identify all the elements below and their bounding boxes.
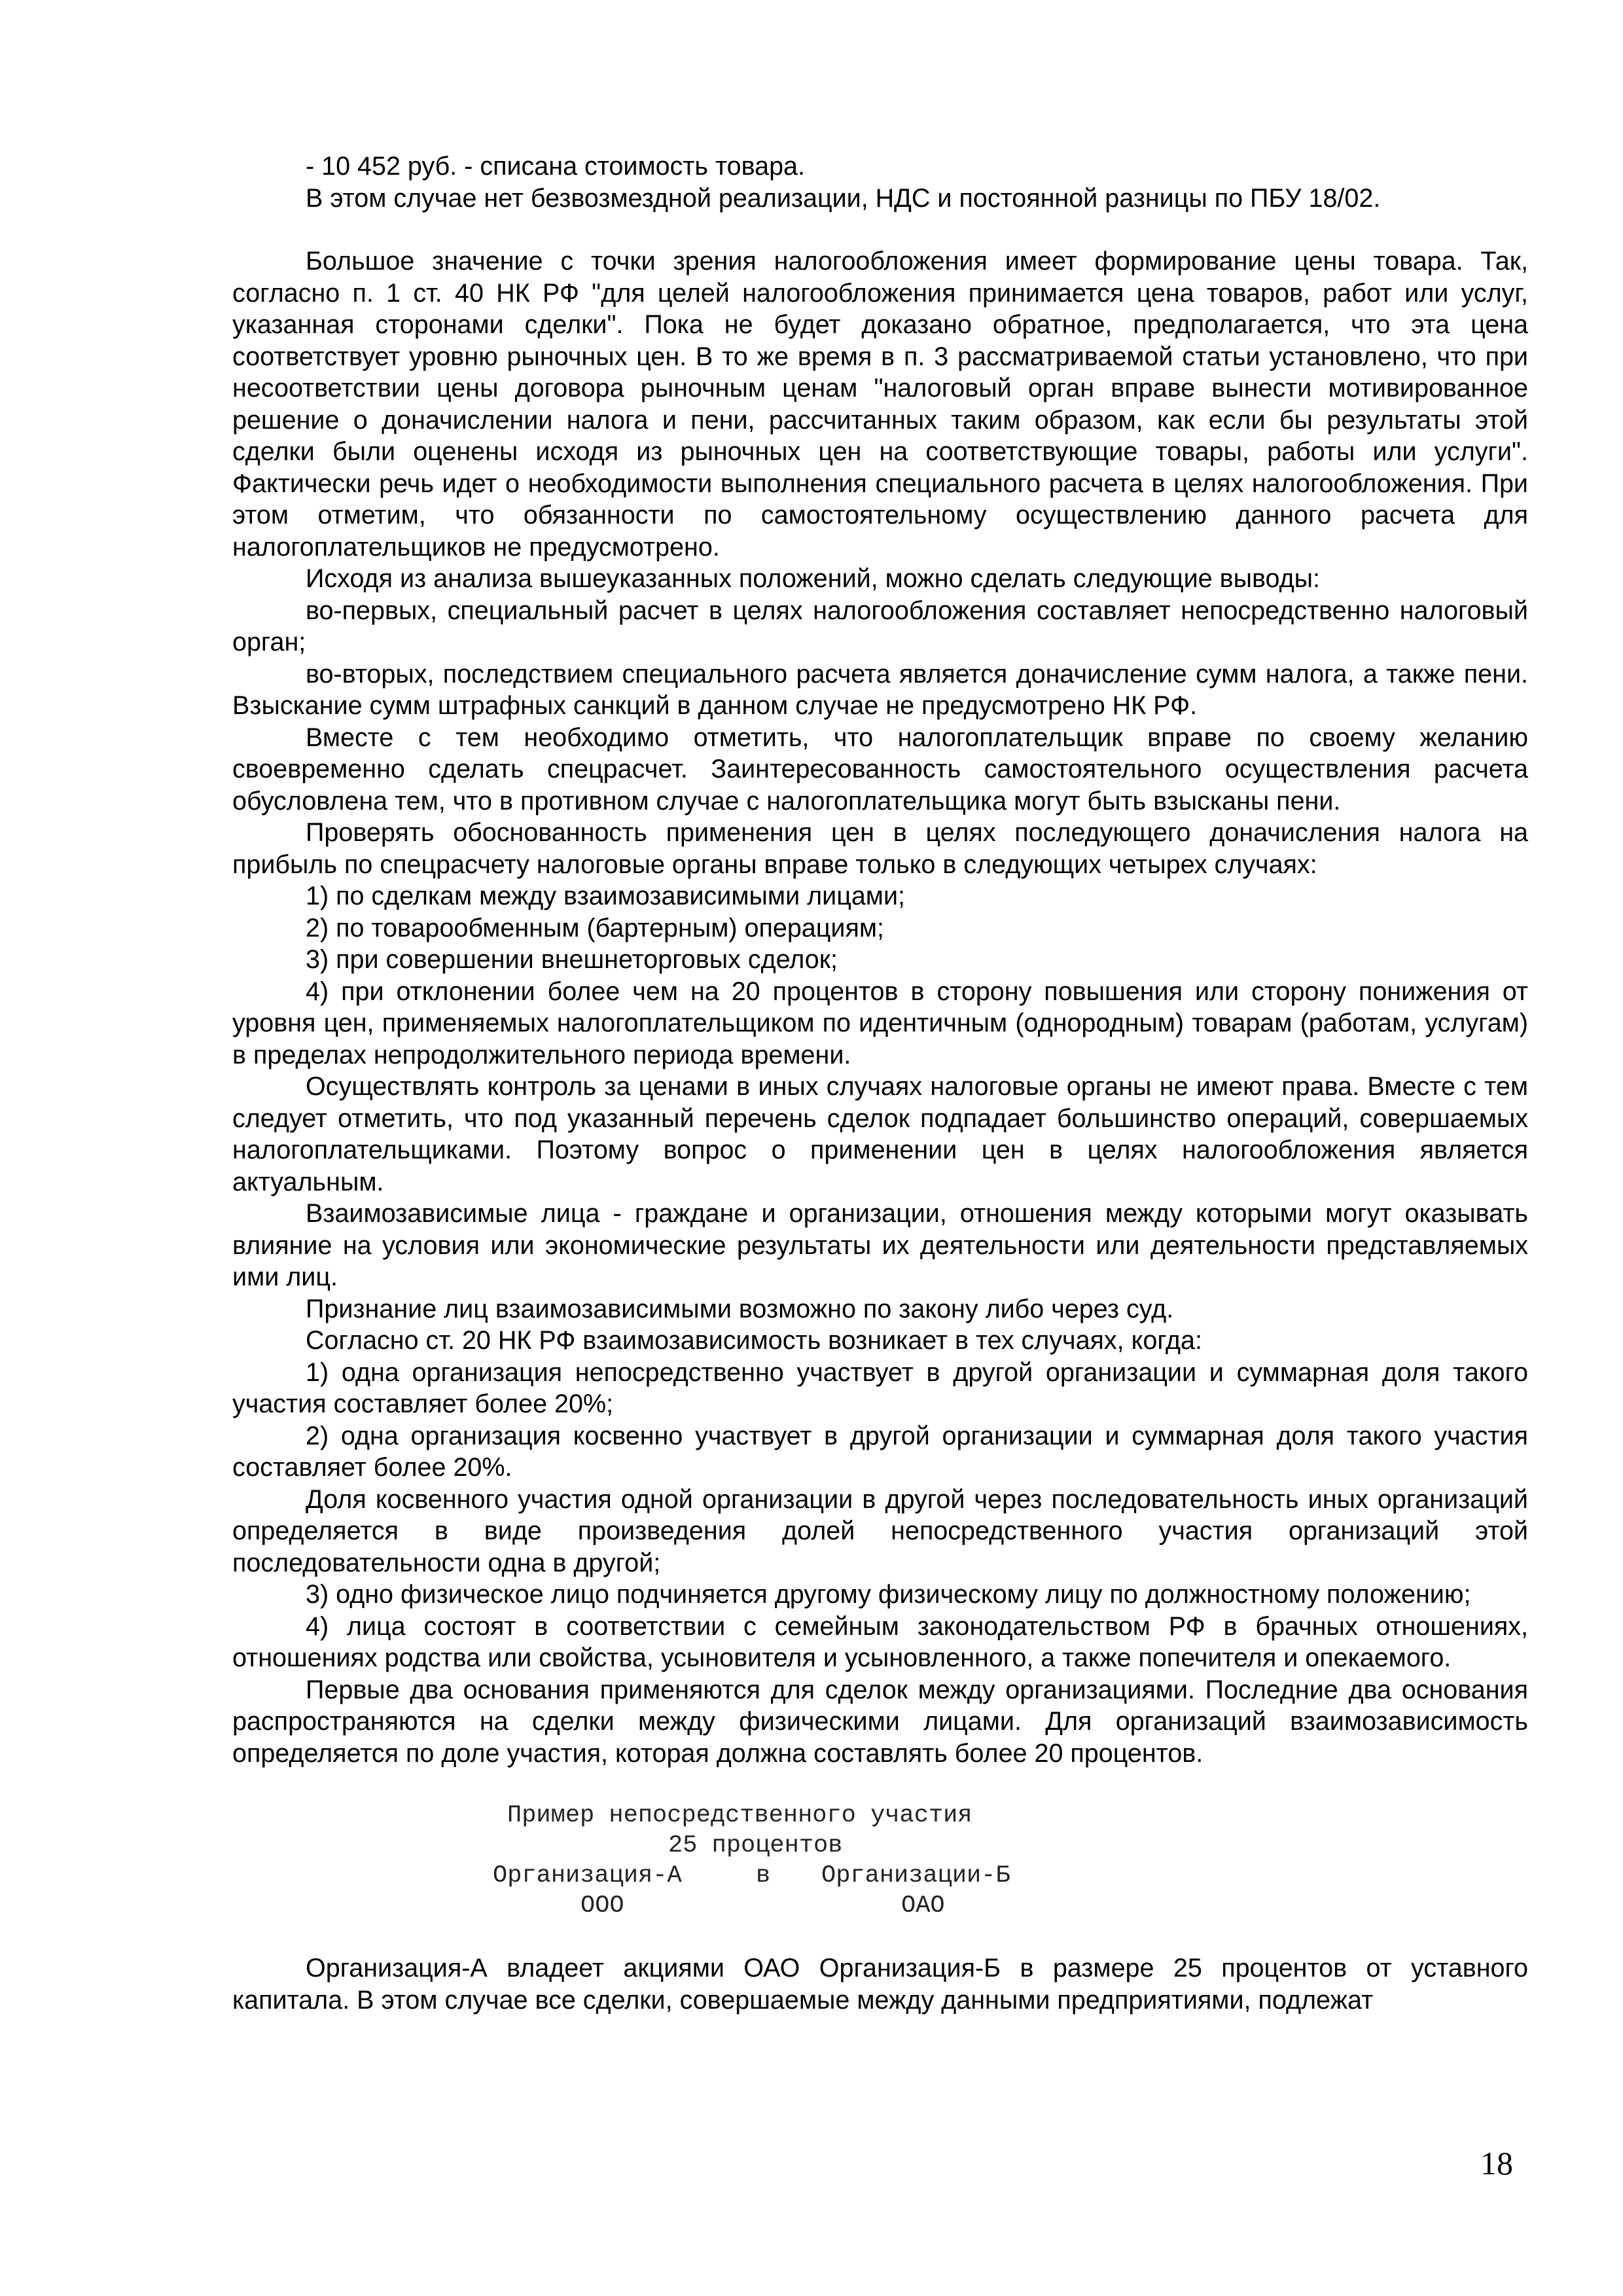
list-item: 1) одна организация непосредственно участвует в другой организации и суммарная доля такого участия составляет более 20%; (232, 1357, 1528, 1418)
paragraph: Исходя из анализа вышеуказанных положений, можно сделать следующие выводы: (306, 564, 1321, 593)
list-item: 3) при совершении внешнеторговых сделок; (306, 945, 838, 974)
document-page (232, 151, 1528, 2016)
list-item: 4) лица состоят в соответствии с семейным законодательством РФ в брачных отношениях, отношениях родства или свойства, усыновителя и усыновленного, а также попечителя и опекаемого. (232, 1611, 1528, 1672)
example-org-a-type: ООО (580, 1892, 624, 1920)
paragraph: Согласно ст. 20 НК РФ взаимозависимость возникает в тех случаях, когда: (306, 1326, 1202, 1355)
example-diagram (232, 1801, 1528, 1921)
paragraph-gap (232, 214, 1528, 245)
paragraph: Проверять обоснованность применения цен в целях последующего доначисления налога на прибыль по спецрасчету налоговые органы вправе только в следующих четырех случаях: (232, 818, 1528, 879)
paragraph: Признание лиц взаимозависимыми возможно по закону либо через суд. (306, 1294, 1174, 1323)
list-item: 2) одна организация косвенно участвует в другой организации и суммарная доля такого участия составляет более 20%. (232, 1421, 1528, 1482)
paragraph: Доля косвенного участия одной организации в другой через последовательность иных организаций определяется в виде произведения долей непосредственного участия организаций этой последовательности одна в другой; (232, 1484, 1528, 1577)
paragraph: - 10 452 руб. - списана стоимость товара. (306, 152, 805, 181)
page-number: 18 (1480, 2145, 1513, 2181)
list-item: 2) по товарообменным (бартерным) операциям; (306, 913, 884, 942)
list-item: 4) при отклонении более чем на 20 процентов в сторону повышения или сторону понижения от уровня цен, применяемых налогоплательщиком по идентичным (однородным) товарам (работам, услугам) в пределах непродолжительного периода времени. (232, 977, 1528, 1069)
paragraph: во-вторых, последствием специального расчета является доначисление сумм налога, а также пени. Взыскание сумм штрафных санкций в данном случае не предусмотрено НК РФ. (232, 659, 1528, 720)
paragraph: Большое значение с точки зрения налогообложения имеет формирование цены товара. Так, согласно п. 1 ст. 40 НК РФ "для целей налогообложения принимается цена товаров, работ или услуг, указанная сторонами сделки". Пока не будет доказано обратное, предполагается, что эта цена соответствует уровню рыночных цен. В то же время в п. 3 рассматриваемой статьи установлено, что при несоответствии цены договора рыночным ценам "налоговый орган вправе вынести мотивированное решение о доначислении налога и пени, рассчитанных таким образом, как если бы результаты этой сделки были оценены исходя из рыночных цен на соответствующие товары, работы или услуги". Фактически речь идет о необходимости выполнения специального расчета в целях налогообложения. При этом отметим, что обязанности по самостоятельному осуществлению данного расчета для налогоплательщиков не предусмотрено. (232, 247, 1528, 562)
example-org-b: Организации-Б (821, 1862, 1010, 1890)
paragraph: Осуществлять контроль за ценами в иных случаях налоговые органы не имеют права. Вместе с тем следует отметить, что под указанный перечень сделок подпадает большинство операций, совершаемых налогоплательщиками. Поэтому вопрос о применении цен в целях налогообложения является актуальным. (232, 1072, 1528, 1196)
paragraph: Вместе с тем необходимо отметить, что налогоплательщик вправе по своему желанию своевременно сделать спецрасчет. Заинтересованность самостоятельного осуществления расчета обусловлена тем, что в противном случае с налогоплательщика могут быть взысканы пени. (232, 723, 1528, 816)
paragraph: Первые два основания применяются для сделок между организациями. Последние два основания распространяются на сделки между физическими лицами. Для организаций взаимозависимость определяется по доле участия, которая должна составлять более 20 процентов. (232, 1675, 1528, 1768)
example-org-a: Организация-А (493, 1862, 682, 1890)
paragraph: В этом случае нет безвозмездной реализации, НДС и постоянной разницы по ПБУ 18/02. (306, 183, 1381, 213)
example-in-word: в (756, 1862, 771, 1890)
paragraph: Взаимозависимые лица - граждане и организации, отношения между которыми могут оказывать влияние на условия или экономические результаты их деятельности или деятельности представляемых ими лиц. (232, 1199, 1528, 1291)
paragraph: Организация-А владеет акциями ОАО Организация-Б в размере 25 процентов от уставного капитала. В этом случае все сделки, совершаемые между данными предприятиями, подлежат (232, 1954, 1528, 2015)
example-org-b-type: ОАО (901, 1892, 945, 1920)
list-item: 1) по сделкам между взаимозависимыми лицами; (306, 882, 906, 910)
list-item: 3) одно физическое лицо подчиняется другому физическому лицу по должностному положению; (306, 1580, 1471, 1609)
paragraph: во-первых, специальный расчет в целях налогообложения составляет непосредственно налоговый орган; (232, 596, 1528, 656)
example-percent: 25 процентов (668, 1832, 843, 1859)
example-title: Пример непосредственного участия (507, 1802, 972, 1829)
